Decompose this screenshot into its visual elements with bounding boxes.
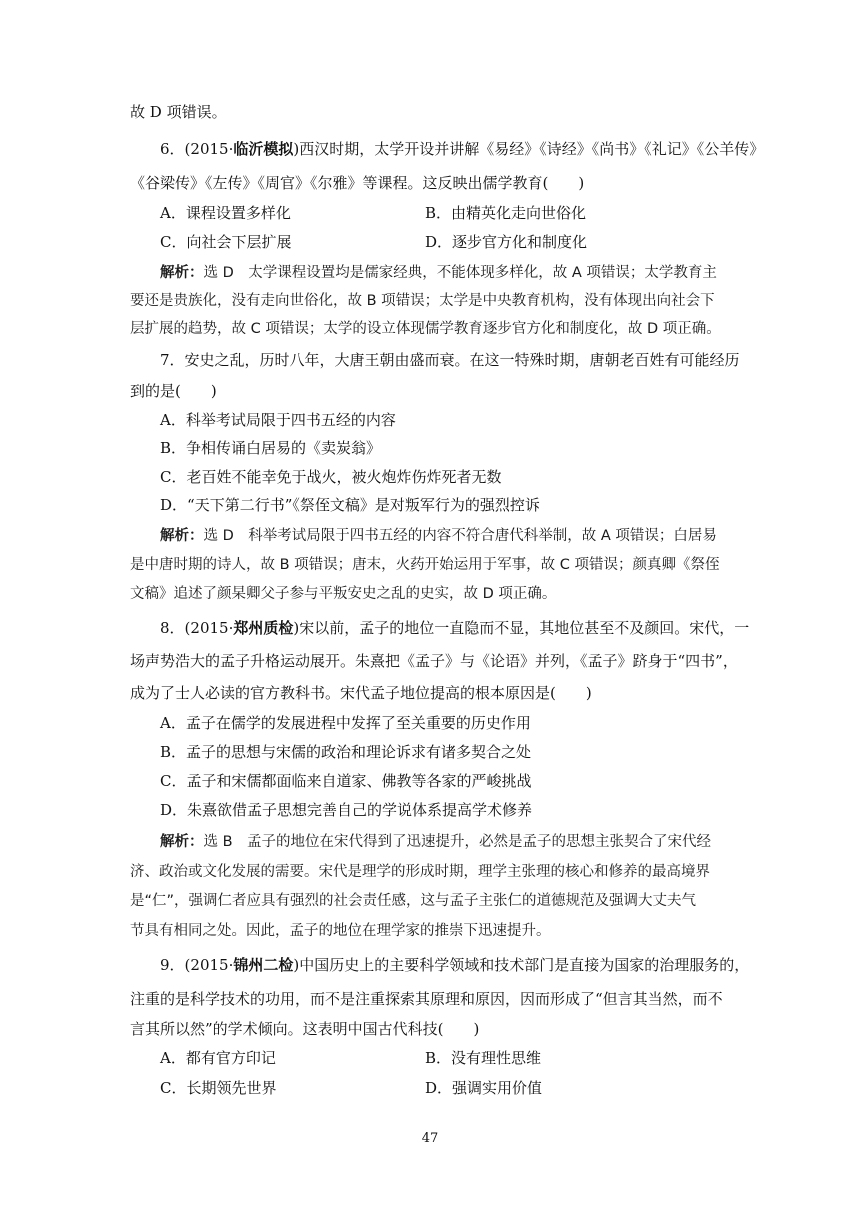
q9-stem-line-1	[160, 954, 750, 976]
q9-stem-1: )中国历史上的主要科学领域和技术部门是直接为国家的治理服务的，	[293, 956, 750, 974]
q9-source: 锦州二检	[233, 956, 294, 974]
q7-option-b: B．争相传诵白居易的《卖炭翁》	[160, 439, 382, 457]
q8-option-d: D．朱熹欲借孟子思想完善自己的学说体系提高学术修养	[160, 801, 533, 819]
q7-option-c: C．老百姓不能幸免于战火，被火炮炸伤炸死者无数	[160, 468, 502, 486]
q6-analysis-line-3: 层扩展的趋势，故 C 项错误；太学的设立体现儒学教育逐步官方化和制度化，故 D 项正确。	[130, 321, 721, 337]
q7-stem-line-2: 到的是( )	[130, 382, 217, 400]
q8-stem-line-1	[160, 617, 750, 639]
q6-option-b: B．由精英化走向世俗化	[425, 204, 587, 222]
q9-number: 9．(2015·	[160, 956, 234, 974]
q9-option-d: D．强调实用价值	[425, 1079, 543, 1097]
q6-analysis-line-2: 要还是贵族化，没有走向世俗化，故 B 项错误；太学是中央教育机构，没有体现出向社会下	[130, 293, 715, 309]
q6-analysis-text-1: 选 D 太学课程设置均是儒家经典，不能体现多样化，故 A 项错误；太学教育主	[203, 265, 717, 281]
q6-analysis-line-1	[160, 262, 735, 284]
continued-text: 故 D 项错误。	[130, 103, 227, 121]
q7-analysis-text-1: 选 D 科举考试局限于四书五经的内容不符合唐代科举制，故 A 项错误；白居易	[203, 528, 717, 544]
q6-option-d: D．逐步官方化和制度化	[425, 233, 588, 251]
q7-analysis-line-1	[160, 525, 735, 547]
q8-analysis-label: 解析：	[160, 834, 204, 850]
q8-option-a: A．孟子在儒学的发展进程中发挥了至关重要的历史作用	[160, 714, 531, 732]
q6-number: 6．(2015·	[160, 140, 234, 158]
q9-stem-line-3: 言其所以然”的学术倾向。这表明中国古代科技( )	[130, 1020, 480, 1038]
q7-analysis-label: 解析：	[160, 528, 204, 544]
q7-option-d: D．“天下第二行书”《祭侄文稿》是对叛军行为的强烈控诉	[160, 496, 540, 514]
q6-stem-line-1	[160, 138, 765, 160]
q8-analysis-text-1: 选 B 孟子的地位在宋代得到了迅速提升，必然是孟子的思想主张契合了宋代经	[203, 834, 712, 850]
q8-stem-line-3: 成为了士人必读的官方教科书。宋代孟子地位提高的根本原因是( )	[130, 684, 592, 702]
q6-option-a: A．课程设置多样化	[160, 204, 291, 222]
q6-analysis-label: 解析：	[160, 265, 204, 281]
q7-analysis-line-3: 文稿》追述了颜杲卿父子参与平叛安史之乱的史实，故 D 项正确。	[130, 586, 557, 602]
q8-number: 8．(2015·	[160, 619, 234, 637]
q9-option-c: C．长期领先世界	[160, 1079, 277, 1097]
q8-source: 郑州质检	[233, 619, 294, 637]
page-number: 47	[421, 1131, 439, 1146]
q8-stem-line-2: 场声势浩大的孟子升格运动展开。朱熹把《孟子》与《论语》并列，《孟子》跻身于“四书”，	[130, 652, 738, 670]
q6-stem-1: )西汉时期，太学开设并讲解《易经》《诗经》《尚书》《礼记》《公羊传》	[293, 140, 765, 158]
q8-option-c: C．孟子和宋儒都面临来自道家、佛教等各家的严峻挑战	[160, 772, 532, 790]
q8-option-b: B．孟子的思想与宋儒的政治和理论诉求有诸多契合之处	[160, 743, 532, 761]
q7-option-a: A．科举考试局限于四书五经的内容	[160, 411, 396, 429]
q7-analysis-line-2: 是中唐时期的诗人，故 B 项错误；唐末，火药开始运用于军事，故 C 项错误；颜真卿《祭侄	[130, 557, 720, 573]
q9-stem-line-2: 注重的是科学技术的功用，而不是注重探索其原理和原因，因而形成了“但言其当然，而不	[130, 990, 723, 1008]
q6-stem-line-2: 《谷梁传》《左传》《周官》《尔雅》等课程。这反映出儒学教育( )	[130, 174, 585, 192]
q9-option-a: A．都有官方印记	[160, 1049, 276, 1067]
q9-option-b: B．没有理性思维	[425, 1049, 542, 1067]
q8-analysis-line-4: 节具有相同之处。因此，孟子的地位在理学家的推崇下迅速提升。	[130, 923, 551, 939]
q8-analysis-line-2: 济、政治或文化发展的需要。宋代是理学的形成时期，理学主张理的核心和修养的最高境界	[130, 864, 710, 880]
q8-analysis-line-1	[160, 831, 735, 853]
q7-stem-line-1: 7．安史之乱，历时八年，大唐王朝由盛而衰。在这一特殊时期，唐朝老百姓有可能经历	[160, 351, 740, 369]
q6-source: 临沂模拟	[233, 140, 294, 158]
q8-analysis-line-3: 是“仁”，强调仁者应具有强烈的社会责任感，这与孟子主张仁的道德规范及强调大丈夫气	[130, 893, 697, 909]
q8-stem-1: )宋以前，孟子的地位一直隐而不显，其地位甚至不及颜回。宋代，一	[293, 619, 750, 637]
q6-option-c: C．向社会下层扩展	[160, 233, 292, 251]
